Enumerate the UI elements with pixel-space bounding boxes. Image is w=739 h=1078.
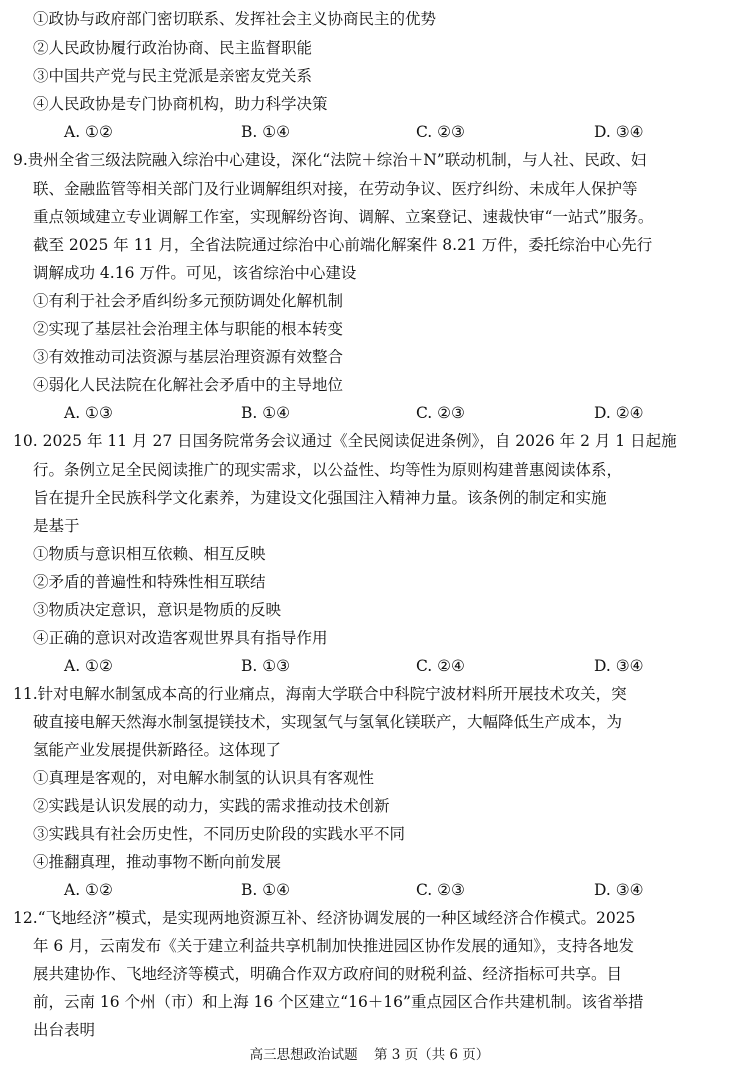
q12-stem-line-5: 出台表明 xyxy=(33,1021,96,1039)
q10-choice-c: C. ②④ xyxy=(416,657,465,675)
q8-option-2: ②人民政协履行政治协商、民主监督职能 xyxy=(33,39,313,57)
q11-option-1: ①真理是客观的，对电解水制氢的认识具有客观性 xyxy=(33,769,375,787)
q12-stem-line-1: 12.“飞地经济”模式，是实现两地资源互补、经济协调发展的一种区域经济合作模式。2025 xyxy=(13,909,636,927)
q11-choice-d: D. ③④ xyxy=(594,881,644,899)
q10-option-3: ③物质决定意识，意识是物质的反映 xyxy=(33,601,282,619)
q9-stem-line-1: 9.贵州全省三级法院融入综治中心建设，深化“法院＋综治＋N”联动机制，与人社、民政、妇 xyxy=(13,151,647,169)
q11-stem-line-2: 破直接电解天然海水制氢提镁技术，实现氢气与氢氧化镁联产，大幅降低生产成本，为 xyxy=(33,713,623,731)
q8-choice-a: A. ①② xyxy=(64,123,113,141)
q8-option-1: ①政协与政府部门密切联系、发挥社会主义协商民主的优势 xyxy=(33,10,437,28)
q10-stem-line-3: 旨在提升全民族科学文化素养，为建设文化强国注入精神力量。该条例的制定和实施 xyxy=(33,489,607,507)
q12-stem-line-3: 展共建协作、飞地经济等模式，明确合作双方政府间的财税利益、经济指标可共享。目 xyxy=(33,965,623,983)
q11-option-2: ②实践是认识发展的动力，实践的需求推动技术创新 xyxy=(33,797,390,815)
q9-choice-b: B. ①④ xyxy=(241,404,291,422)
q11-choices xyxy=(0,876,739,904)
q9-option-1: ①有利于社会矛盾纠纷多元预防调处化解机制 xyxy=(33,292,344,310)
page-footer xyxy=(0,1044,739,1066)
q10-choice-d: D. ③④ xyxy=(594,657,644,675)
q9-choice-d: D. ②④ xyxy=(594,404,644,422)
q11-option-3: ③实践具有社会历史性，不同历史阶段的实践水平不同 xyxy=(33,825,406,843)
q11-option-4: ④推翻真理，推动事物不断向前发展 xyxy=(33,853,282,871)
q9-stem-line-2: 联、金融监管等相关部门及行业调解组织对接，在劳动争议、医疗纠纷、未成年人保护等 xyxy=(33,180,638,198)
page-number: 第 3 页（共 6 页） xyxy=(373,1047,490,1063)
q12-stem-line-4: 前，云南 16 个州（市）和上海 16 个区建立“16＋16”重点园区合作共建机制。该省举措 xyxy=(33,993,644,1011)
q11-choice-b: B. ①④ xyxy=(241,881,291,899)
q9-stem-line-4: 截至 2025 年 11 月，全省法院通过综治中心前端化解案件 8.21 万件，委托综治中心先行 xyxy=(33,236,653,254)
q9-option-4: ④弱化人民法院在化解社会矛盾中的主导地位 xyxy=(33,376,344,394)
q8-choices xyxy=(0,118,739,146)
q10-option-1: ①物质与意识相互依赖、相互反映 xyxy=(33,545,266,563)
q9-choice-a: A. ①③ xyxy=(64,404,113,422)
q11-choice-c: C. ②③ xyxy=(416,881,465,899)
q9-stem-line-3: 重点领域建立专业调解工作室，实现解纷咨询、调解、立案登记、速裁快审“一站式”服务。 xyxy=(33,208,654,226)
q9-option-2: ②实现了基层社会治理主体与职能的根本转变 xyxy=(33,320,344,338)
q9-choices xyxy=(0,399,739,427)
exam-title: 高三思想政治试题 xyxy=(249,1047,358,1063)
q9-option-3: ③有效推动司法资源与基层治理资源有效整合 xyxy=(33,348,344,366)
q8-choice-c: C. ②③ xyxy=(416,123,465,141)
q10-option-4: ④正确的意识对改造客观世界具有指导作用 xyxy=(33,629,328,647)
q11-choice-a: A. ①② xyxy=(64,881,113,899)
q10-option-2: ②矛盾的普遍性和特殊性相互联结 xyxy=(33,573,266,591)
q11-stem-line-3: 氢能产业发展提供新路径。这体现了 xyxy=(33,741,282,759)
q11-stem-line-1: 11.针对电解水制氢成本高的行业痛点，海南大学联合中科院宁波材料所开展技术攻关，突 xyxy=(13,685,627,703)
q12-stem-line-2: 年 6 月，云南发布《关于建立利益共享机制加快推进园区协作发展的通知》，支持各地发 xyxy=(33,937,634,955)
q10-choice-a: A. ①② xyxy=(64,657,113,675)
q8-option-3: ③中国共产党与民主党派是亲密友党关系 xyxy=(33,67,313,85)
q10-choices xyxy=(0,652,739,680)
q10-stem-line-4: 是基于 xyxy=(33,517,80,535)
q8-option-4: ④人民政协是专门协商机构，助力科学决策 xyxy=(33,95,328,113)
q9-stem-line-5: 调解成功 4.16 万件。可见，该省综治中心建设 xyxy=(33,264,357,282)
q10-stem-line-2: 行。条例立足全民阅读推广的现实需求，以公益性、均等性为原则构建普惠阅读体系， xyxy=(33,461,623,479)
q10-stem-line-1: 10. 2025 年 11 月 27 日国务院常务会议通过《全民阅读促进条例》，自 2026 年 2 月 1 日起施 xyxy=(13,432,677,450)
q8-choice-b: B. ①④ xyxy=(241,123,291,141)
q9-choice-c: C. ②③ xyxy=(416,404,465,422)
q10-choice-b: B. ①③ xyxy=(241,657,291,675)
q8-choice-d: D. ③④ xyxy=(594,123,644,141)
